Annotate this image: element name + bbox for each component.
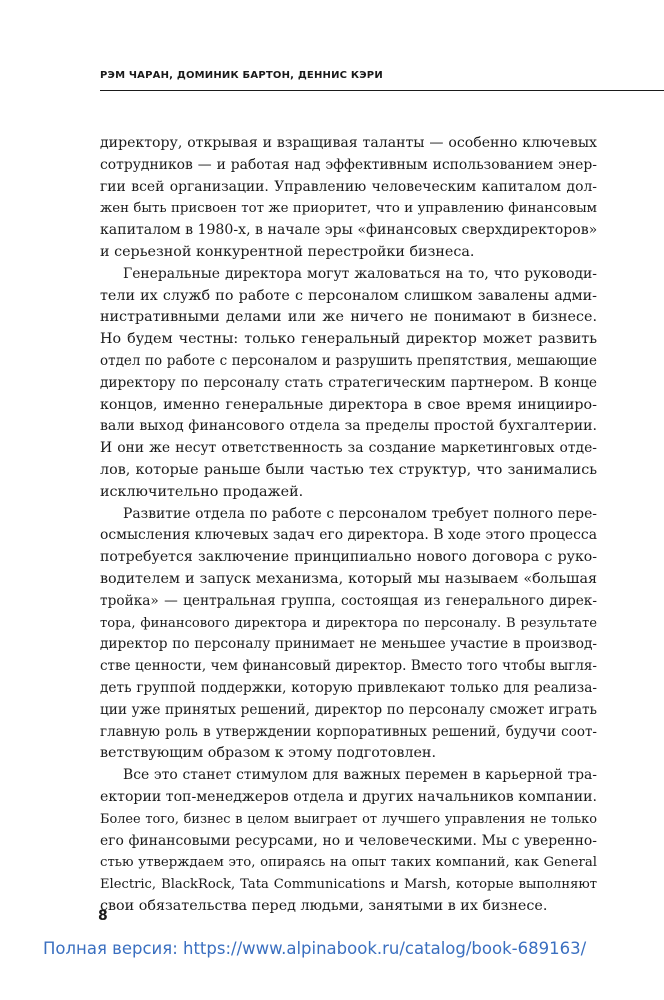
- text-line: гии всей организации. Управлению человеческим капиталом дол-: [100, 178, 597, 195]
- body-text: [100, 133, 597, 918]
- text-line: водителем и запуск механизма, который мы называем «большая: [100, 570, 597, 587]
- text-line: Electric, BlackRock, Tata Communications и Marsh, которые выполняют: [100, 877, 597, 893]
- text-line: его финансовыми ресурсами, но и человеческими. Мы с уверенно-: [100, 832, 597, 849]
- text-line: директору по персоналу стать стратегическим партнером. В конце: [100, 374, 597, 391]
- text-line: тора, финансового директора и директора по персоналу. В результате: [100, 615, 597, 631]
- text-line: ции уже принятых решений, директор по персоналу сможет играть: [100, 701, 597, 718]
- text-line: стью утверждаем это, опираясь на опыт таких компаний, как General: [100, 855, 597, 871]
- text-line: концов, именно генеральные директора в свое время иницииро-: [100, 396, 597, 413]
- text-line: Развитие отдела по работе с персоналом требует полного пере-: [123, 505, 597, 522]
- text-line: Более того, бизнес в целом выиграет от лучшего управления не только: [100, 811, 597, 827]
- running-header: РЭМ ЧАРАН, ДОМИНИК БАРТОН, ДЕННИС КЭРИ: [100, 70, 383, 81]
- text-line: сотрудников — и работая над эффективным использованием энер-: [100, 156, 597, 173]
- text-line: И они же несут ответственность за создание маркетинговых отде-: [100, 440, 597, 457]
- text-line: лов, которые раньше были частью тех структур, что занимались: [100, 461, 597, 478]
- text-line: директору, открывая и взращивая таланты — особенно ключевых: [100, 135, 597, 151]
- text-line: тройка» — центральная группа, состоящая из генерального дирек-: [100, 592, 597, 609]
- text-line: вали выход финансового отдела за пределы простой бухгалтерии.: [100, 418, 597, 435]
- text-line: жен быть присвоен тот же приоритет, что и управлению финансовым: [100, 201, 597, 217]
- text-line: ветствующим образом к этому подготовлен.: [100, 745, 436, 762]
- text-line: потребуется заключение принципиально нового договора с руко-: [100, 549, 597, 566]
- text-line: Все это станет стимулом для важных перемен в карьерной тра-: [123, 767, 597, 784]
- text-line: и серьезной конкурентной перестройки бизнеса.: [100, 243, 475, 260]
- text-line: тели их служб по работе с персоналом слишком завалены адми-: [100, 287, 597, 304]
- text-line: ектории топ-менеджеров отдела и других начальников компании.: [100, 788, 597, 805]
- full-version-link[interactable]: Полная версия: https://www.alpinabook.ru/catalog/book-689163/: [43, 939, 587, 958]
- text-line: стве ценности, чем финансовый директор. Вместо того чтобы выгля-: [100, 658, 597, 675]
- text-line: отдел по работе с персоналом и разрушить препятствия, мешающие: [100, 352, 597, 369]
- text-line: главную роль в утверждении корпоративных решений, будучи соот-: [100, 723, 597, 740]
- text-line: нистративными делами или же ничего не понимают в бизнесе.: [100, 309, 597, 326]
- text-line: Генеральные директора могут жаловаться на то, что руководи-: [123, 265, 597, 282]
- text-line: капиталом в 1980-х, в начале эры «финансовых сверхдиректоров»: [100, 222, 597, 239]
- text-line: директор по персоналу принимает не меньшее участие в производ-: [100, 636, 597, 653]
- text-line: деть группой поддержки, которую привлекают только для реализа-: [100, 679, 597, 696]
- text-line: Но будем честны: только генеральный директор может развить: [100, 331, 597, 348]
- header-rule: [100, 90, 664, 91]
- text-line: исключительно продажей.: [100, 483, 304, 500]
- text-line: осмысления ключевых задач его директора. В ходе этого процесса: [100, 527, 597, 544]
- page-number: 8: [98, 908, 108, 924]
- text-line: свои обязательства перед людьми, занятыми в их бизнесе.: [100, 897, 548, 914]
